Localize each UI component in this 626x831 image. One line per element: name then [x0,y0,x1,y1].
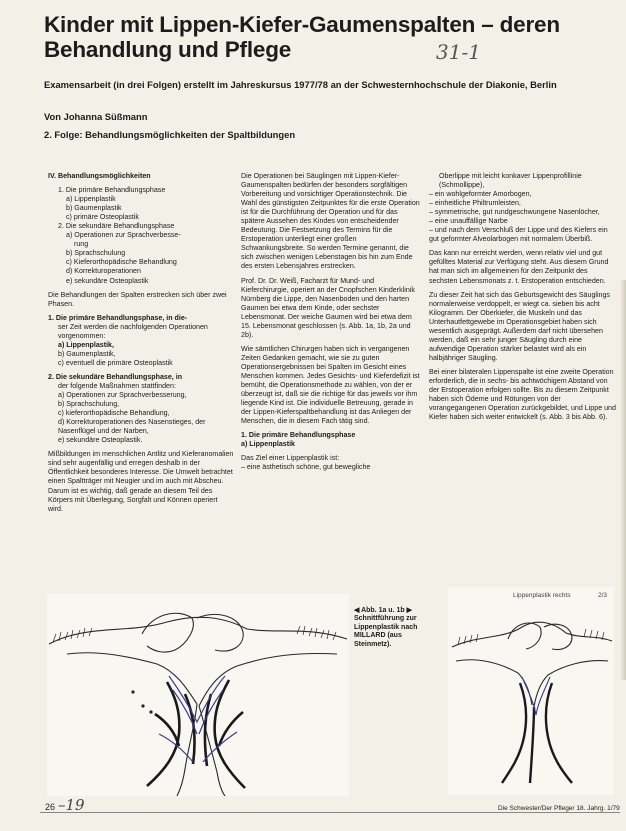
list-item: a) Lippenplastik, [58,340,114,349]
outline-item: b) Gaumenplastik [66,204,122,213]
text-column-2 [241,172,421,472]
handwritten-note: 31-1 [436,40,481,64]
list-text: der folgende Maßnahmen stattfinden: [58,381,176,390]
article-title: Kinder mit Lippen-Kiefer-Gaumenspalten – deren Behandlung und Pflege [44,12,560,62]
paragraph: Zu dieser Zeit hat sich das Geburtsgewicht des Säuglings normalerweise verdoppelt, er wiegt ca. sieben bis acht Kilogramm. Der Oberkiefer, die Muskeln und das Unterhautfettgewebe im Operationsgebiet haben sich wesentlich ausgeprägt. Außerdem darf nicht übersehen werden, daß ein sehr junger Säugling durch eine aufwendige Operation stärker belastet wird als ein halbjähriger Säugling. [429,290,610,362]
list-heading: 1. Die primäre Behandlungsphase, in die- [48,313,188,322]
list-block-1 [48,314,234,368]
goal-list [429,172,617,244]
paragraph: Die Behandlungen der Spalten erstrecken sich über zwei Phasen. [48,290,227,308]
outline-item: 2. Die sekundäre Behandlungsphase [58,222,175,231]
paragraph: Mißbildungen im menschlichen Antlitz und Kieferanomalien sind sehr augenfällig und erregen deshalb in der Öffentlichkeit besonderes Interesse. Die Umwelt betrachtet einen Spaltträger mit Neugier und im auch mit Abscheu. Darum ist es wichtig, daß gerade an diesem Teil des Körpers mit Überlegung, Sorgfalt und Können operiert wird. [48,450,234,513]
section-heading: 1. Die primäre Behandlungsphase [241,431,356,440]
paragraph: Das Ziel einer Lippenplastik ist: [241,454,340,463]
surgery-illustration [47,594,349,796]
outline-item: a) Lippenplastik [66,195,116,204]
series-part: 2. Folge: Behandlungsmöglichkeiten der Spaltbildungen [44,129,296,140]
list-item: c) kieferorthopädische Behandlung, [58,409,170,418]
article-subtitle: Examensarbeit (in drei Folgen) erstellt im Jahreskursus 1977/78 an der Schwesternhochschule der Diakonie, Berlin [44,79,557,90]
footer-divider [40,812,620,813]
journal-footer: Die Schwester/Der Pfleger 18. Jahrg. 1/79 [498,805,620,812]
text-column-1 [48,172,234,519]
list-item: d) Korrekturoperationen des Nasenstieges, der Nasenflügel und der Narben, [58,418,206,436]
paragraph: Die Operationen bei Säuglingen mit Lippen-Kiefer-Gaumenspalten bedürfen der besonders sorgfältigen Vorbereitung und vorsichtiger Operationstechnik. Die Wahl des günstigsten Zeitpunktes für die erste Operation ist für die Durchführung der Operation und für das spätere Aussehen des Kindes von entscheidender Bedeutung. Die Festsetzung des Termins für die Erstoperation unterliegt einer großen Schwankungsbreite. So werden Termine genannt, die sich zwischen wenigen Lebenstagen bis hin zum Ende des ersten Lebensjahres erstrecken. [241,172,420,271]
outline-list [48,186,234,286]
list-item: b) Gaumenplastik, [58,349,116,358]
figure-lip-surgery-detail [448,587,614,795]
list-text: ser Zeit werden die nachfolgenden Operationen vorgenommen: [58,322,208,340]
paragraph: Bei einer bilateralen Lippenspalte ist eine zweite Operation erforderlich, die in sechs- bis achtwöchigem Abstand von der Erstoperation erfolgen sollte. Bis zu diesem Zeitpunkt haben sich Ödeme und Rötungen von der vorangegangenen Operation zurückgebildet, und Lippe und Kiefer haben sich weiter entwickelt (s. Abb. 3 bis Abb. 6). [429,367,616,422]
list-item: – ein wohlgeformter Amorbogen, [429,190,532,199]
list-item: c) eventuell die primäre Osteoplastik [58,358,173,367]
outline-item: c) primäre Osteoplastik [66,213,139,222]
section-heading: IV. Behandlungsmöglichkeiten [48,172,151,180]
outline-item: e) sekundäre Osteoplastik [66,276,149,285]
list-item: e) sekundäre Osteoplastik. [58,436,143,445]
figure-caption: ◀ Abb. 1a u. 1b ▶ Schnittführung zur Lippenplastik nach MILLARD (aus Steinmetz). [354,607,418,648]
list-item: – einheitliche Philtrumleisten, [429,199,521,208]
outline-item: 1. Die primäre Behandlungsphase [58,186,166,195]
list-item: – eine unauffällige Narbe [429,217,508,226]
paragraph: Prof. Dr. Dr. Weiß, Facharzt für Mund- und Kieferchirurgie, operiert an der Cnopfschen Kinderklinik Nürnberg die Lippe, den Nasenboden und den harten Gaumen bei etwa dem Kinde, oder sechster Lebensmonat. Der weiche Gaumen wird bei etwa dem 15. Lebensmonat geschlossen (s. Abb. 1a, 1b, 2a und 2b). [241,276,415,339]
list-heading: 2. Die sekundäre Behandlungsphase, in [48,372,183,381]
figure2-number: 2/3 [598,592,608,599]
text-column-3 [429,172,617,427]
list-item: – eine ästhetisch schöne, gut bewegliche [241,463,371,472]
subsection-heading: a) Lippenplastik [241,440,295,449]
page-number: 26 [45,802,56,812]
list-item: b) Sprachschulung, [58,400,120,409]
list-item: a) Operationen zur Sprachverbesserung, [58,391,187,400]
scan-shadow-edge [620,280,626,680]
figure2-label: Lippenplastik rechts [513,592,571,599]
outline-item: a) Operationen zur Sprachverbesse- [66,231,181,240]
paragraph: Wie sämtlichen Chirurgen haben sich in vergangenen Zeiten Gedanken gemacht, wie sie zu guten Operationsergebnissen bei Spalten im Gesicht eines Menschen kommen. Jedes Gesichts- und Kieferdefizit ist bemüht, die Operationsmethode zu wählen, von der er überzeugt ist, daß sie die richtige für das jeweils vor ihm liegende Kind ist. Die individuelle Betreuung, gerade in der Lippen-Kieferspaltbehandlung ist das Anliegen der Menschen, die in diesem Fach tätig sind. [241,344,420,426]
outline-item: d) Korrekturoperationen [66,267,141,276]
handwritten-page-number: –19 [58,796,85,814]
list-block-2 [48,373,234,445]
author-line: Von Johanna Süßmann [44,111,148,122]
figure-lip-surgery-drawing [47,594,349,796]
outline-item: rung [74,240,89,249]
list-item: – und nach dem Verschluß der Lippe und des Kiefers ein gut geformter Alveolarbogen mit normalem Überbiß. [429,226,608,244]
outline-item: b) Sprachschulung [66,249,126,258]
list-item: Oberlippe mit leicht konkaver Lippenprofillinie (Schmollippe), [439,172,582,190]
list-item: – symmetrische, gut rundgeschwungene Nasenlöcher, [429,208,600,217]
paragraph: Das kann nur erreicht werden, wenn relativ viel und gut gefülltes Material zur Verfügung steht. Aus diesem Grund hat man sich im allgemeinen für den Zeitpunkt des sechsten Lebensmonats z. t. Erstoperation entschieden. [429,249,609,285]
outline-item: c) Kieferorthopädische Behandlung [66,258,177,267]
surgery-detail-illustration [448,587,614,795]
